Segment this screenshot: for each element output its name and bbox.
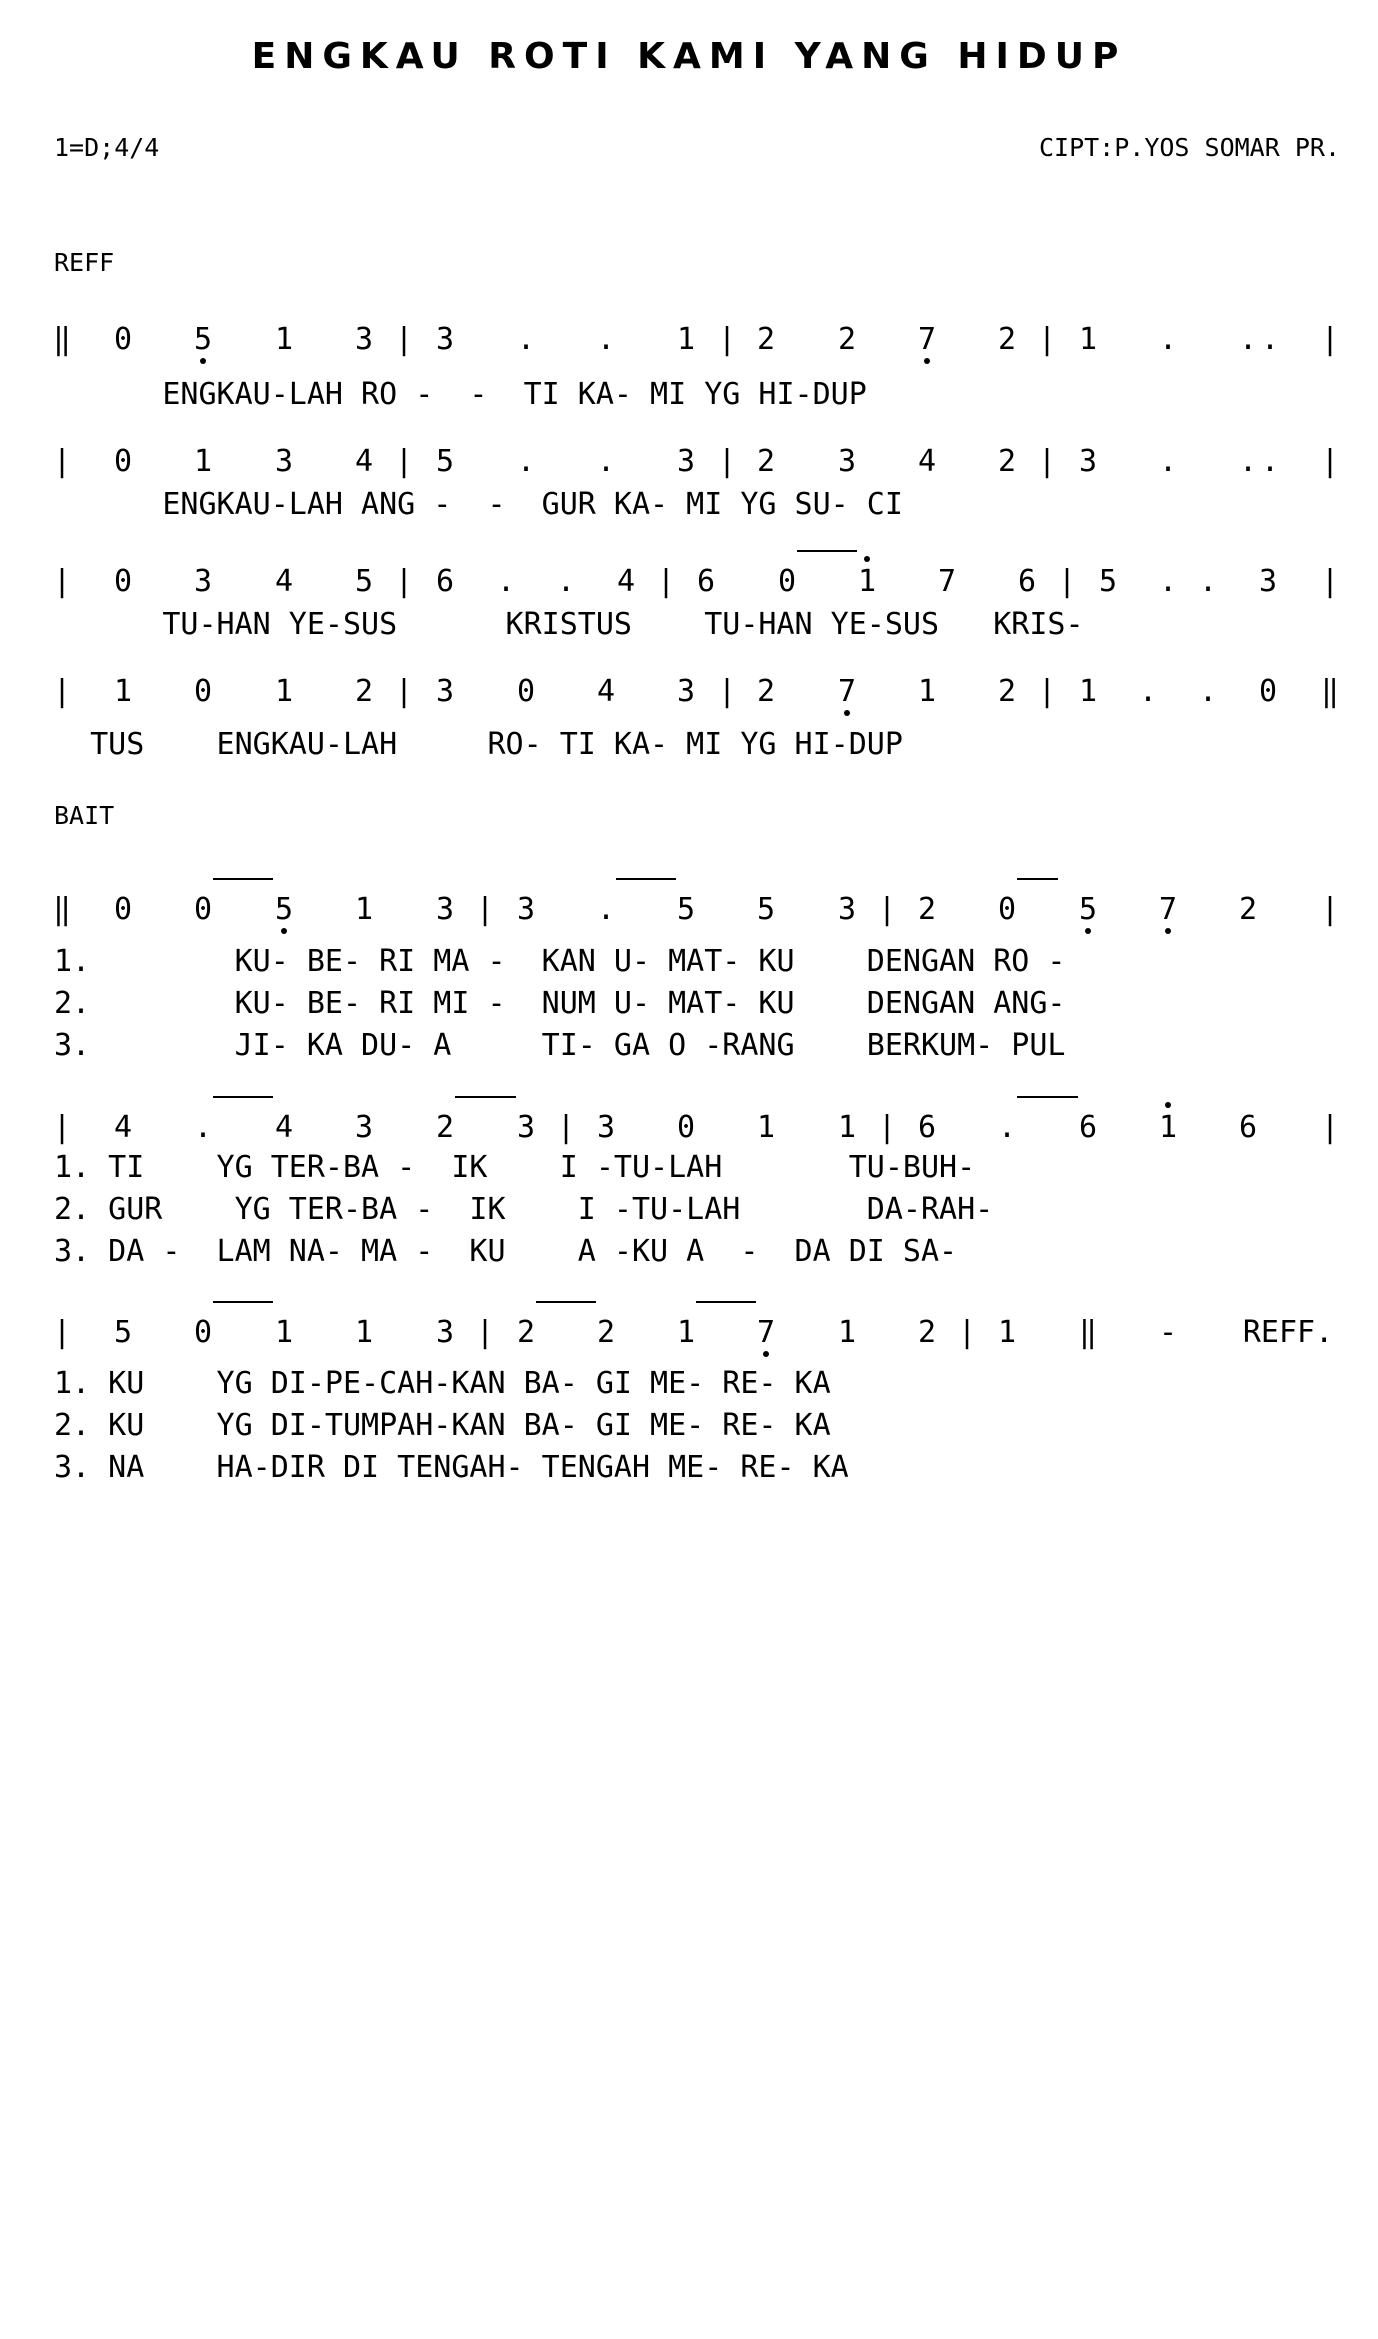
lyric-line: TU-HAN YE-SUS KRISTUS TU-HAN YE-SUS KRIS- (54, 607, 1084, 642)
note: 0 (113, 892, 133, 927)
barline: | (1320, 564, 1340, 599)
hold-dot: . (596, 322, 616, 357)
note: 1 (354, 892, 374, 927)
barline: | (957, 1315, 977, 1350)
hold-dot: . (556, 564, 576, 599)
lyric-line: ENGKAU-LAH RO - - TI KA- MI YG HI-DUP (54, 377, 867, 412)
note: 0 (113, 564, 133, 599)
note: 1 (857, 564, 877, 599)
note: 3 (274, 444, 294, 479)
note: 6 (1078, 1110, 1098, 1145)
note: 5 (1098, 564, 1118, 599)
song-title: ENGKAU ROTI KAMI YANG HIDUP (251, 36, 1127, 77)
note: 0 (193, 1315, 213, 1350)
note: 2 (516, 1315, 536, 1350)
beam-line (696, 1301, 756, 1303)
note: 1 (193, 444, 213, 479)
barline: | (717, 322, 737, 357)
key-signature: 1=D;4/4 (54, 133, 160, 162)
section-label-reff: REFF (54, 248, 115, 277)
barline: | (877, 1110, 897, 1145)
hold-dot: . (596, 444, 616, 479)
note: 3 (435, 322, 455, 357)
octave-low-dot (763, 1351, 769, 1357)
octave-high-dot (1165, 1102, 1171, 1108)
note: 2 (435, 1110, 455, 1145)
note: 2 (756, 322, 776, 357)
octave-low-dot (200, 358, 206, 364)
note: 3 (193, 564, 213, 599)
barline: | (556, 1110, 576, 1145)
barline: | (52, 1110, 72, 1145)
note: 5 (435, 444, 455, 479)
barline: | (1320, 892, 1340, 927)
note: 5 (1078, 892, 1098, 927)
note: 1 (274, 1315, 294, 1350)
hold-dot: . (1158, 322, 1178, 357)
note: 4 (354, 444, 374, 479)
lyric-line: TUS ENGKAU-LAH RO- TI KA- MI YG HI-DUP (54, 727, 903, 762)
note: 2 (1238, 892, 1258, 927)
note: 0 (193, 892, 213, 927)
beam-line (455, 1096, 516, 1098)
note: 5 (756, 892, 776, 927)
note: 1 (676, 1315, 696, 1350)
lyric-line: 2. GUR YG TER-BA - IK I -TU-LAH DA-RAH- (54, 1192, 994, 1227)
lyric-line: 2. KU YG DI-TUMPAH-KAN BA- GI ME- RE- KA (54, 1408, 831, 1443)
section-label-bait: BAIT (54, 801, 115, 830)
note: 1 (756, 1110, 776, 1145)
hold-dot: . (1238, 444, 1258, 479)
barline: | (394, 322, 414, 357)
beam-line (213, 1301, 273, 1303)
hold-dot: . (997, 1110, 1017, 1145)
note: 4 (616, 564, 636, 599)
note: 4 (917, 444, 937, 479)
barline: | (52, 444, 72, 479)
lyric-line: 3. NA HA-DIR DI TENGAH- TENGAH ME- RE- KA (54, 1450, 849, 1485)
note: 0 (113, 444, 133, 479)
note: 0 (997, 892, 1017, 927)
barline: | (717, 444, 737, 479)
beam-line (1017, 1096, 1078, 1098)
note: 3 (837, 892, 857, 927)
note: 4 (596, 674, 616, 709)
note: 2 (917, 892, 937, 927)
beam-line (1017, 878, 1058, 880)
note: 4 (274, 1110, 294, 1145)
beam-line (213, 1096, 273, 1098)
note: 2 (917, 1315, 937, 1350)
note: 3 (516, 892, 536, 927)
note: 7 (1158, 892, 1178, 927)
barline: | (394, 564, 414, 599)
note: 0 (113, 322, 133, 357)
note: 1 (837, 1110, 857, 1145)
lyric-line: ENGKAU-LAH ANG - - GUR KA- MI YG SU- CI (54, 487, 903, 522)
hold-dot: . (1260, 444, 1280, 479)
lyric-line: 2. KU- BE- RI MI - NUM U- MAT- KU DENGAN ANG- (54, 986, 1066, 1021)
barline: ‖ (1320, 674, 1340, 709)
hold-dot: . (193, 1110, 213, 1145)
note: 1 (917, 674, 937, 709)
note: 0 (777, 564, 797, 599)
hold-dot: . (1260, 322, 1280, 357)
note: 0 (193, 674, 213, 709)
octave-low-dot (924, 358, 930, 364)
note: 2 (997, 322, 1017, 357)
hold-dot: . (1198, 674, 1218, 709)
note: 3 (435, 892, 455, 927)
note: 5 (354, 564, 374, 599)
beam-line (616, 878, 676, 880)
note: 0 (1258, 674, 1278, 709)
note: 6 (696, 564, 716, 599)
note: 5 (113, 1315, 133, 1350)
lyric-line: 1. KU- BE- RI MA - KAN U- MAT- KU DENGAN RO - (54, 944, 1066, 979)
note: 1 (274, 322, 294, 357)
barline: | (52, 564, 72, 599)
note: 1 (997, 1315, 1017, 1350)
note: 1 (676, 322, 696, 357)
note: 7 (937, 564, 957, 599)
barline: | (717, 674, 737, 709)
note: 7 (837, 674, 857, 709)
note: 3 (1078, 444, 1098, 479)
hold-dot: . (1198, 564, 1218, 599)
note: 6 (435, 564, 455, 599)
note: 1 (1078, 674, 1098, 709)
note: 5 (193, 322, 213, 357)
note: 7 (756, 1315, 776, 1350)
octave-low-dot (1165, 928, 1171, 934)
note: 4 (274, 564, 294, 599)
octave-low-dot (281, 928, 287, 934)
note: 2 (596, 1315, 616, 1350)
barline: | (1320, 1110, 1340, 1145)
note: 3 (676, 444, 696, 479)
barline: ‖ (1078, 1315, 1098, 1350)
barline: | (394, 674, 414, 709)
dash: - (1158, 1315, 1178, 1350)
barline: | (1057, 564, 1077, 599)
hold-dot: . (1158, 444, 1178, 479)
note: 1 (1078, 322, 1098, 357)
note: 5 (274, 892, 294, 927)
note: 3 (516, 1110, 536, 1145)
note: 1 (1158, 1110, 1178, 1145)
repeat-marker: REFF. (1242, 1315, 1334, 1350)
barline: ‖ (52, 892, 72, 927)
barline: | (475, 1315, 495, 1350)
octave-low-dot (1085, 928, 1091, 934)
note: 2 (837, 322, 857, 357)
beam-line (536, 1301, 596, 1303)
note: 1 (113, 674, 133, 709)
note: 3 (1258, 564, 1278, 599)
note: 5 (676, 892, 696, 927)
barline: | (394, 444, 414, 479)
lyric-line: 3. DA - LAM NA- MA - KU A -KU A - DA DI SA- (54, 1234, 958, 1269)
hold-dot: . (596, 892, 616, 927)
note: 3 (837, 444, 857, 479)
note: 6 (917, 1110, 937, 1145)
barline: | (1037, 444, 1057, 479)
octave-high-dot (864, 556, 870, 562)
note: 3 (435, 674, 455, 709)
barline: | (656, 564, 676, 599)
hold-dot: . (496, 564, 516, 599)
barline: | (1037, 322, 1057, 357)
note: 7 (917, 322, 937, 357)
note: 3 (354, 1110, 374, 1145)
octave-low-dot (844, 710, 850, 716)
barline: | (1320, 322, 1340, 357)
barline: | (475, 892, 495, 927)
barline: | (52, 674, 72, 709)
barline: | (1320, 444, 1340, 479)
lyric-line: 1. TI YG TER-BA - IK I -TU-LAH TU-BUH- (54, 1150, 976, 1185)
note: 3 (435, 1315, 455, 1350)
barline: | (877, 892, 897, 927)
note: 2 (997, 444, 1017, 479)
hold-dot: . (1238, 322, 1258, 357)
note: 0 (516, 674, 536, 709)
note: 2 (756, 674, 776, 709)
lyric-line: 1. KU YG DI-PE-CAH-KAN BA- GI ME- RE- KA (54, 1366, 831, 1401)
note: 2 (756, 444, 776, 479)
barline: | (1037, 674, 1057, 709)
beam-line (797, 550, 857, 552)
beam-line (213, 878, 273, 880)
hold-dot: . (516, 322, 536, 357)
note: 3 (354, 322, 374, 357)
note: 1 (837, 1315, 857, 1350)
note: 4 (113, 1110, 133, 1145)
barline: ‖ (52, 322, 72, 357)
lyric-line: 3. JI- KA DU- A TI- GA O -RANG BERKUM- PUL (54, 1028, 1066, 1063)
barline: | (52, 1315, 72, 1350)
hold-dot: . (516, 444, 536, 479)
note: 2 (354, 674, 374, 709)
note: 3 (596, 1110, 616, 1145)
note: 1 (354, 1315, 374, 1350)
note: 1 (274, 674, 294, 709)
note: 3 (676, 674, 696, 709)
hold-dot: . (1158, 564, 1178, 599)
note: 2 (997, 674, 1017, 709)
hold-dot: . (1138, 674, 1158, 709)
note: 6 (1238, 1110, 1258, 1145)
note: 0 (676, 1110, 696, 1145)
composer-credit: CIPT:P.YOS SOMAR PR. (1038, 133, 1340, 162)
note: 6 (1017, 564, 1037, 599)
